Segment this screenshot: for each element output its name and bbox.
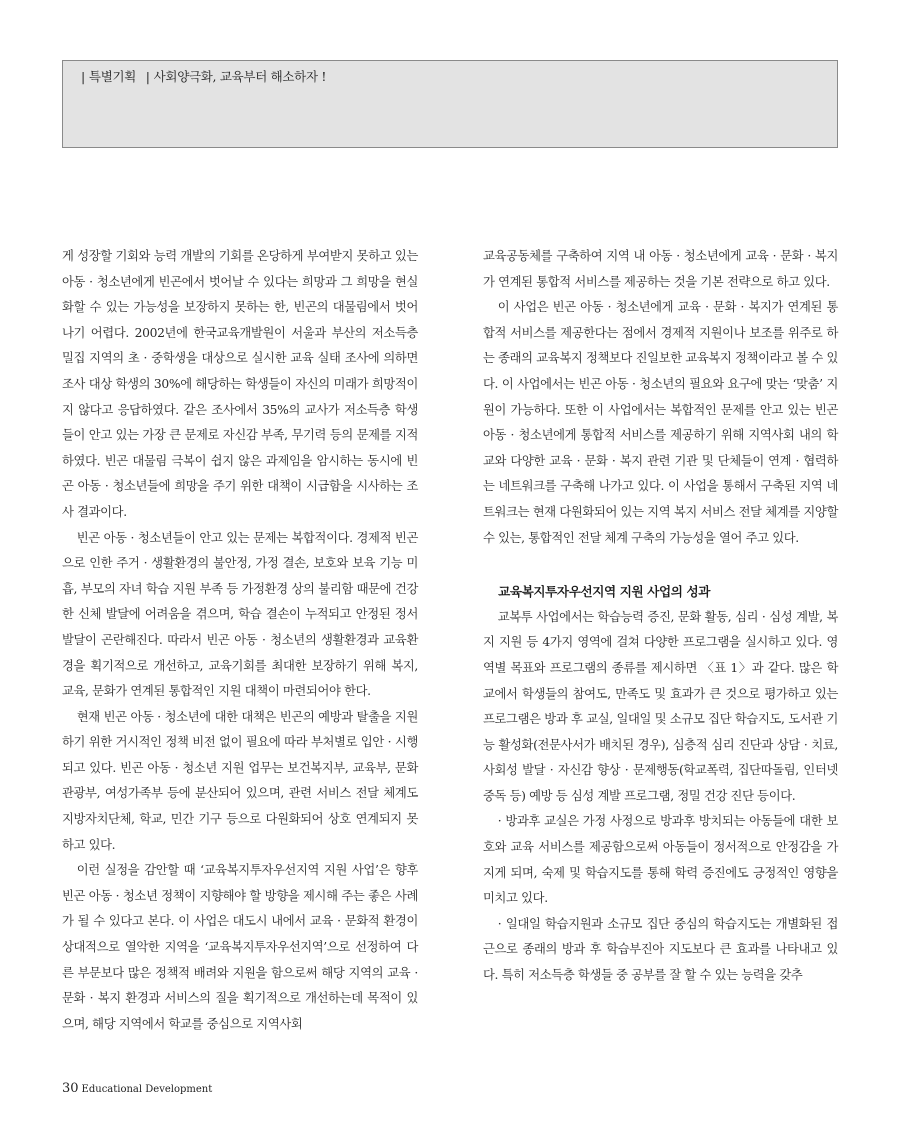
section-header — [81, 67, 326, 85]
page-footer — [62, 1081, 212, 1096]
section-header-box — [62, 60, 838, 148]
section-label: 특별기획 — [88, 69, 137, 84]
paragraph: 게 성장할 기회와 능력 개발의 기회를 온당하게 부여받지 못하고 있는 아동 · 청소년에게 빈곤에서 벗어날 수 있다는 희망과 그 희망을 현실화할 수 있는 가능성을 보장하지 못하는 한, 빈곤의 대물림에서 벗어나기 어렵다. 2002년에 한국교육개발원이 서울과 부산의 저소득층 밀집 지역의 초 · 중학생을 대상으로 실시한 교육 실태 조사에 의하면 조사 대상 학생의 30%에 해당하는 학생들이 자신의 미래가 희망적이지 않다고 응답하였다. 같은 조사에서 35%의 교사가 저소득층 학생들이 안고 있는 가장 큰 문제로 자신감 부족, 무기력 등의 문제를 지적하였다. 빈곤 대물림 극복이 쉽지 않은 과제임을 암시하는 동시에 빈곤 아동 · 청소년들에 희망을 주기 위한 대책이 시급함을 시사하는 조사 결과이다. — [62, 249, 418, 519]
divider-bar: | — [81, 69, 85, 84]
left-column — [62, 244, 418, 1037]
paragraph: 이런 실정을 감안할 때 ‘교육복지투자우선지역 지원 사업’은 향후 빈곤 아동 · 청소년 정책이 지향해야 할 방향을 제시해 주는 좋은 사례가 될 수 있다고 본다. 이 사업은 대도시 내에서 교육 · 문화적 환경이 상대적으로 열악한 지역을 ‘교육복지투자우선지역’으로 선정하여 다른 부문보다 많은 정책적 배려와 지원을 함으로써 해당 지역의 교육 · 문화 · 복지 환경과 서비스의 질을 획기적으로 개선하는데 목적이 있으며, 해당 지역에서 학교를 중심으로 지역사회 — [62, 863, 418, 1031]
divider-bar: | — [145, 69, 150, 84]
page-number: 30 — [62, 1081, 79, 1096]
paragraph: 빈곤 아동 · 청소년들이 안고 있는 문제는 복합적이다. 경제적 빈곤으로 인한 주거 · 생활환경의 불안정, 가정 결손, 보호와 보육 기능 미흡, 부모의 자녀 학습 지원 부족 등 가정환경 상의 불리함 때문에 건강한 신체 발달에 어려움을 겪으며, 학습 결손이 누적되고 안정된 정서 발달이 곤란해진다. 따라서 빈곤 아동 · 청소년의 생활환경과 교육환경을 획기적으로 개선하고, 교육기회를 최대한 보장하기 위해 복지, 교육, 문화가 연계된 통합적인 지원 대책이 마련되어야 한다. — [62, 530, 418, 699]
paragraph: 교복투 사업에서는 학습능력 증진, 문화 활동, 심리 · 심성 계발, 복지 지원 등 4가지 영역에 걸쳐 다양한 프로그램을 실시하고 있다. 영역별 목표와 프로그램의 종류를 제시하면 〈표 1〉과 같다. 많은 학교에서 학생들의 참여도, 만족도 및 효과가 큰 것으로 평가하고 있는 프로그램은 방과 후 교실, 일대일 및 소규모 집단 학습지도, 도서관 기능 활성화(전문사서가 배치된 경우), 심층적 심리 진단과 상담 · 치료, 사회성 발달 · 자신감 향상 · 문제행동(학교폭력, 집단따돌림, 인터넷 중독 등) 예방 등 심성 계발 프로그램, 정밀 건강 진단 등이다. — [483, 609, 838, 803]
section-gap — [483, 551, 838, 579]
magazine-name: Educational Development — [81, 1084, 213, 1095]
right-column — [483, 244, 838, 989]
bullet-paragraph: · 일대일 학습지원과 소규모 집단 중심의 학습지도는 개별화된 접근으로 종래의 방과 후 학습부진아 지도보다 큰 효과를 나타내고 있다. 특히 저소득층 학생들 중 공부를 잘 할 수 있는 능력을 갖추 — [483, 916, 838, 983]
section-title: 사회양극화, 교육부터 해소하자 ! — [153, 69, 327, 84]
paragraph: 이 사업은 빈곤 아동 · 청소년에게 교육 · 문화 · 복지가 연계된 통합적 서비스를 제공한다는 점에서 경제적 지원이나 보조를 위주로 하는 종래의 교육복지 정책보다 진일보한 교육복지 정책이라고 볼 수 있다. 이 사업에서는 빈곤 아동 · 청소년의 필요와 요구에 맞는 ‘맞춤’ 지원이 가능하다. 또한 이 사업에서는 복합적인 문제를 안고 있는 빈곤 아동 · 청소년에게 통합적 서비스를 제공하기 위해 지역사회 내의 학교와 다양한 교육 · 문화 · 복지 관련 기관 및 단체들이 연계 · 협력하는 네트워크를 구축해 나가고 있다. 이 사업을 통해서 구축된 지역 네트워크는 현재 다원화되어 있는 지역 복지 서비스 전달 체계를 지양할 수 있는, 통합적인 전달 체계 구축의 가능성을 열어 주고 있다. — [483, 300, 838, 545]
paragraph: 현재 빈곤 아동 · 청소년에 대한 대책은 빈곤의 예방과 탈출을 지원하기 위한 거시적인 정책 비전 없이 필요에 따라 부처별로 입안 · 시행되고 있다. 빈곤 아동 · 청소년 지원 업무는 보건복지부, 교육부, 문화관광부, 여성가족부 등에 분산되어 있으며, 관련 서비스 전달 체계도 지방자치단체, 학교, 민간 기구 등으로 다원화되어 상호 연계되지 못하고 있다. — [62, 709, 418, 852]
paragraph: 교육공동체를 구축하여 지역 내 아동 · 청소년에게 교육 · 문화 · 복지가 연계된 통합적 서비스를 제공하는 것을 기본 전략으로 하고 있다. — [483, 249, 838, 289]
bullet-paragraph: · 방과후 교실은 가정 사정으로 방과후 방치되는 아동들에 대한 보호와 교육 서비스를 제공함으로써 아동들이 정서적으로 안정감을 가지게 되며, 숙제 및 학습지도를 통해 학력 증진에도 긍정적인 영향을 미치고 있다. — [483, 814, 838, 906]
section-heading: 교육복지투자우선지역 지원 사업의 성과 — [498, 584, 711, 600]
